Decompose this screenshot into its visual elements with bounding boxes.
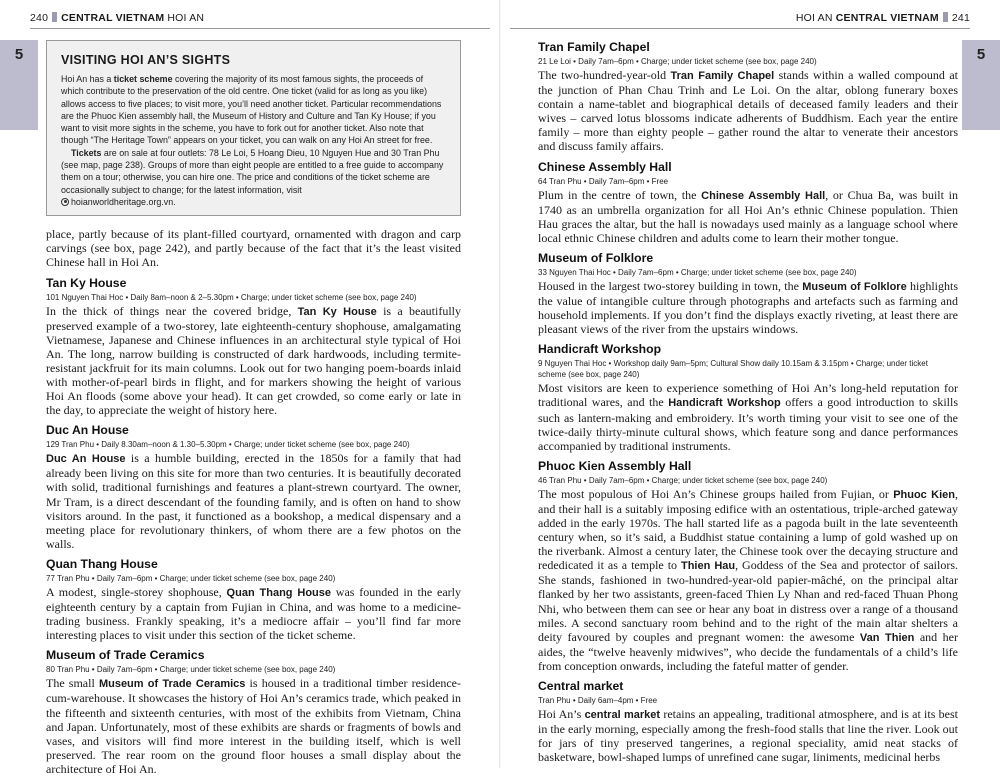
sight-meta: 77 Tran Phu • Daily 7am–6pm • Charge; under ticket scheme (see box, page 240): [46, 573, 336, 583]
sight-entry: [538, 459, 958, 673]
right-chapter-tab: 5: [962, 40, 1000, 130]
left-running-header: [30, 12, 204, 24]
sight-name-bold: central market: [584, 709, 661, 721]
sight-description: [46, 585, 461, 642]
sight-name-bold: Museum of Trade Ceramics: [98, 678, 246, 691]
sight-meta: 101 Nguyen Thai Hoc • Daily 8am–noon & 2–5.30pm • Charge; under ticket scheme (see box, page 240): [46, 292, 417, 302]
sight-title: Museum of Folklore: [538, 250, 654, 265]
sight-entry: [46, 557, 461, 642]
text-run: was founded in the early eighteenth century by a captain from Fujian in China, and was home to a medicine-trading business. Frankly speaking, it’s a mediocre affair – you’ll find far more interesting places to visit under this section of the ticket scheme.: [46, 584, 461, 643]
sight-description: [538, 707, 958, 764]
text-run: is housed in a traditional timber residence-cum-warehouse. It showcases the history of Hoi An’s ceramics trade, which peaked in the fifteenth and sixteenth centuries, with most of the exhibits from Vietnam, China and Japan. Unfortunately, most of these exhibits are shards or fragments of bowls and vases, and visitors will find more interest in the building itself, which is well preserved. The rear room on the ground floor houses a small display about the architecture of Hoi An.: [46, 676, 461, 776]
sight-description: [46, 451, 461, 551]
sight-title: Handicraft Workshop: [538, 342, 662, 357]
sight-name-bold: Tan Ky House: [297, 305, 377, 318]
text-run: covering the majority of its most famous sights, the proceeds of which contribute to the preservation of the old centre. One ticket (valid for as long as you like) allows access to five places; to visit more, you’ll need another ticket. Particular recommendations are the Phuoc Kien assembly hall, the Museum of History and Culture and Tan Ky House; if you want to visit more sights in the scheme, you have to fork out for another ticket. Also note that though “The Heritage Town” appears on your ticket, you can walk on any Hoi An street for free.: [61, 74, 442, 146]
right-page-column: [538, 40, 958, 764]
sight-meta: 129 Tran Phu • Daily 8.30am–noon & 1.30–5.30pm • Charge; under ticket scheme (see box, page 240): [46, 440, 410, 450]
sight-name-bold: Duc An House: [46, 453, 126, 466]
sight-name-bold: Chinese Assembly Hall: [701, 189, 826, 202]
sight-description: [538, 188, 958, 245]
sight-entry: [46, 276, 461, 418]
sight-meta: 33 Nguyen Thai Hoc • Daily 7am–6pm • Charge; under ticket scheme (see box, page 240): [538, 267, 857, 277]
text-run: , or Chua Ba, was built in 1740 as an umbrella organization for all Hoi An’s ethnic Chinese population. Thien Hau graces the altar, but the hall is nowadays used mainly as a language school where local ethnic Chinese children and adults come to learn their mother tongue.: [538, 187, 958, 245]
sight-description: [538, 487, 958, 673]
left-chapter-tab: 5: [0, 40, 38, 130]
sight-meta: 9 Nguyen Thai Hoc • Workshop daily 9am–5pm; Cultural Show daily 10.15am & 3.15pm • Charge; under ticket scheme (see box, page 240): [538, 359, 928, 380]
text-run: Housed in the largest two-storey building in town, the: [538, 278, 803, 293]
sight-meta: Tran Phu • Daily 6am–4pm • Free: [538, 696, 658, 705]
text-run: Hoi An has a: [61, 74, 114, 84]
sight-meta: 80 Tran Phu • Daily 7am–6pm • Charge; under ticket scheme (see box, page 240): [46, 665, 336, 675]
text-run: Most visitors are keen to experience something of Hoi An’s long-held reputation for traditional wares, and the: [538, 381, 958, 410]
page-gutter: [499, 0, 501, 768]
tickets-term: Tickets: [71, 147, 102, 158]
sight-description: [46, 304, 461, 418]
sight-name-bold: Quan Thang House: [226, 586, 331, 599]
sight-entry: [538, 40, 958, 154]
text-run: Plum in the centre of town, the: [538, 187, 702, 202]
website-icon: [61, 198, 69, 206]
left-header-section: CENTRAL VIETNAM: [61, 12, 165, 24]
sight-description: [538, 381, 958, 452]
text-run: The most populous of Hoi An’s Chinese groups hailed from Fujian, or: [538, 486, 894, 501]
sight-entry: [46, 648, 461, 776]
text-run: are on sale at four outlets: 78 Le Loi, 5 Hoang Dieu, 10 Nguyen Hue and 30 Tran Phu (see map, page 238). Groups of more than eight people are entitled to a free guide to accompany them on a tour; otherwise, you can hire one. The price and conditions of the ticket scheme are occasionally subject to change; for the latest information, visit: [61, 147, 444, 195]
sight-title: Quan Thang House: [46, 556, 158, 571]
right-running-header: [796, 12, 970, 24]
ticket-scheme-infobox: [46, 40, 461, 216]
text-run: is a humble building, erected in the 1850s for a family that had already been living on this site for more than two centuries. It is beautifully decorated with solid, traditional furnishings and features a plant-strewn courtyard. The owner, Mr Tram, is a direct descendant of the founding family, and is often on hand to show visitors around. In the past, it functioned as a bookshop, a medical dispensary and a meeting place for revolutionary thinkers, of whom there are a few photos on the walls.: [46, 451, 462, 551]
sight-entry: [538, 160, 958, 245]
sight-description: [538, 279, 958, 336]
left-header-rule: [30, 28, 490, 29]
sight-title: Chinese Assembly Hall: [538, 159, 672, 174]
sight-name-bold: Museum of Folklore: [802, 280, 907, 293]
infobox-title: VISITING HOI AN’S SIGHTS: [61, 53, 231, 67]
right-header-place: HOI AN: [795, 12, 833, 24]
intro-paragraph: place, partly because of its plant-filled courtyard, ornamented with dragon and carp carvings (see box, page 242), and partly because of the fact that it’s the least visited Chinese hall in Hoi An.: [46, 227, 461, 270]
ticket-scheme-term: ticket scheme: [113, 74, 173, 84]
text-run: is a beautifully preserved example of a two-storey, late eighteenth-century shophouse, amalgamating Vietnamese, Japanese and Chinese influences in an architectural style typical of Hoi An. The long, narrow building is constructed of dark hardwoods, including termite-resistant jackfruit for its main columns. Look out for two hanging poem-boards inlaid with mother-of-pearl birds in flight, and for markers showing the height of various Hoi An floods (some above your head). It can get crowded, so come early or late in the day, to appreciate the weight of history here.: [46, 303, 461, 418]
infobox-paragraph-1: [61, 73, 446, 147]
text-run: The small: [46, 676, 99, 691]
text-run: The two-hundred-year-old: [538, 68, 671, 82]
sight-title: Phuoc Kien Assembly Hall: [538, 458, 692, 473]
sight-title: Museum of Trade Ceramics: [46, 648, 205, 663]
sight-entry: [538, 251, 958, 336]
sight-entry: [46, 423, 461, 551]
left-page-number: 240: [30, 12, 49, 24]
deity-name-bold: Van Thien: [859, 631, 915, 644]
infobox-paragraph-2: [61, 147, 446, 208]
text-run: and her aides, the “twelve heavenly midwives”, who decide the fundamentals of a child’s life from conception onwards, including the fateful matter of gender.: [538, 629, 958, 673]
text-run: Hoi An’s: [538, 707, 585, 721]
sight-description: [538, 68, 958, 154]
sight-entry: [538, 679, 958, 764]
left-page-column: [46, 40, 461, 776]
sight-meta: 64 Tran Phu • Daily 7am–6pm • Free: [538, 176, 669, 186]
text-run: retains an appealing, traditional atmosphere, and is at its best in the early morning, especially among the fresh-food stalls that line the river. Look out for jars of tiny preserved tangerines, a regional speciality, amid neat stacks of basketware, bowl-shaped lumps of unrefined cane sugar, liniments, medicinal herbs: [538, 707, 958, 765]
text-run: offers a good introduction to skills such as lantern-making and embroidery. It’s worth timing your visit to see one of the twice-daily thirty-minute cultural shows, which feature song and dance performances accompanied by traditional instruments.: [538, 395, 959, 453]
text-run: highlights the value of intangible culture through photographs and artefacts such as farming and household implements. If you don’t find the displays exactly riveting, at least there are pleasant views of the river from the upstairs windows.: [538, 278, 958, 337]
right-page-number: 241: [951, 12, 970, 24]
text-run: , Goddess of the Sea and protector of sailors. She stands, fashioned in two-hundred-year-old papier-mâché, on the principal altar flanked by her two assistants, green-faced Thien Ly Nhan and red-faced Thuan Phong Nhi, who between them can see or hear any boat in distress over a range of a thousand miles. A second sanctuary room behind and to the right of the main altar shelters a deity favoured by couples and pregnant women: the awesome: [538, 558, 958, 644]
website-link[interactable]: hoianworldheritage.org.vn.: [71, 196, 176, 207]
sight-description: [46, 676, 461, 776]
deity-name-bold: Thien Hau: [680, 560, 736, 573]
sight-title: Duc An House: [46, 423, 129, 438]
header-divider-mark: [52, 12, 57, 22]
sight-entry: [538, 342, 958, 452]
right-header-rule: [510, 28, 970, 29]
left-header-place: HOI AN: [167, 12, 205, 24]
header-divider-mark: [943, 12, 948, 22]
text-run: In the thick of things near the covered bridge,: [46, 303, 298, 318]
text-run: , and their hall is a suitably imposing edifice with an ostentatious, triple-arched gateway added in the early 1970s. The hall started life as a pagoda built in the late seventeenth century when, so it’s said, a Buddhist statue containing a lump of gold washed up on the riverbank. Almost a century later, the Chinese took over the decaying structure and rededicated it as a temple to: [538, 486, 958, 573]
text-run: stands within a walled compound at the junction of Phan Chau Trinh and Le Loi. On the altar, oblong funerary boxes contain a name-tablet and biographical details of deceased family leaders and their wives – carved lotus blossoms indicate adherents of Buddhism. Each year the entire family – more than eighty people – gather round the altar to venerate their ancestors and discuss family affairs.: [538, 68, 958, 154]
sight-title: Tan Ky House: [46, 275, 127, 290]
sight-name-bold: Phuoc Kien: [893, 488, 955, 501]
sight-meta: 21 Le Loi • Daily 7am–6pm • Charge; under ticket scheme (see box, page 240): [538, 57, 817, 66]
sight-name-bold: Tran Family Chapel: [670, 70, 775, 82]
text-run: A modest, single-storey shophouse,: [46, 584, 227, 599]
sight-title: Tran Family Chapel: [538, 40, 650, 54]
sight-title: Central market: [538, 679, 624, 693]
sight-meta: 46 Tran Phu • Daily 7am–6pm • Charge; under ticket scheme (see box, page 240): [538, 475, 828, 485]
right-header-section: CENTRAL VIETNAM: [835, 12, 939, 24]
sight-name-bold: Handicraft Workshop: [668, 397, 781, 410]
